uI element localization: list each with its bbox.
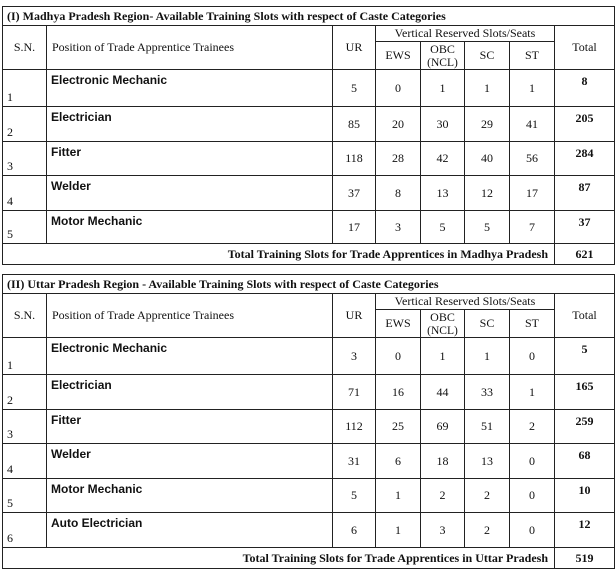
up-col-obc-label: OBC [430, 310, 455, 324]
summary-row [3, 244, 615, 265]
up-col-sc: SC [465, 310, 510, 338]
st-cell: 17 [510, 176, 555, 211]
sc-cell: 51 [465, 410, 510, 444]
sn-cell [3, 142, 47, 176]
obc-cell: 1 [421, 338, 465, 375]
serial-number: 4 [7, 462, 13, 476]
ur-cell: 118 [333, 142, 376, 176]
st-cell: 56 [510, 142, 555, 176]
sn-cell [3, 444, 47, 479]
st-cell: 7 [510, 211, 555, 244]
up-col-obc-sub: (NCL) [427, 325, 458, 337]
total-cell: 284 [555, 142, 615, 176]
trade-cell: Auto Electrician [47, 513, 333, 548]
sn-cell [3, 70, 47, 107]
mp-col-total: Total [555, 26, 615, 70]
obc-cell: 42 [421, 142, 465, 176]
ews-cell: 6 [376, 444, 421, 479]
up-col-st: ST [510, 310, 555, 338]
sn-cell [3, 176, 47, 211]
mp-col-sc: SC [465, 42, 510, 70]
mp-col-ews: EWS [376, 42, 421, 70]
obc-cell: 69 [421, 410, 465, 444]
ews-cell: 0 [376, 70, 421, 107]
serial-number: 2 [7, 393, 13, 407]
serial-number: 4 [7, 194, 13, 208]
total-cell: 8 [555, 70, 615, 107]
mp-col-ur: UR [333, 26, 376, 70]
mp-col-sn: S.N. [3, 26, 47, 70]
table-row [3, 211, 615, 244]
mp-col-obc-sub: (NCL) [427, 57, 458, 69]
trade-cell: Electronic Mechanic [47, 70, 333, 107]
st-cell: 1 [510, 375, 555, 410]
trade-cell: Welder [47, 444, 333, 479]
trade-cell: Motor Mechanic [47, 211, 333, 244]
mp-col-st: ST [510, 42, 555, 70]
total-cell: 68 [555, 444, 615, 479]
ews-cell: 8 [376, 176, 421, 211]
sc-cell: 2 [465, 513, 510, 548]
obc-cell: 30 [421, 107, 465, 142]
sn-cell [3, 375, 47, 410]
table-row [3, 142, 615, 176]
up-col-sn: S.N. [3, 294, 47, 338]
sn-cell [3, 410, 47, 444]
ur-cell: 31 [333, 444, 376, 479]
ews-cell: 3 [376, 211, 421, 244]
sc-cell: 1 [465, 70, 510, 107]
ur-cell: 5 [333, 70, 376, 107]
ur-cell: 37 [333, 176, 376, 211]
table-row [3, 444, 615, 479]
serial-number: 5 [7, 496, 13, 510]
obc-cell: 2 [421, 479, 465, 513]
sc-cell: 29 [465, 107, 510, 142]
up-col-ur: UR [333, 294, 376, 338]
serial-number: 3 [7, 159, 13, 173]
mp-section-title: (I) Madhya Pradesh Region- Available Training Slots with respect of Caste Categories [3, 7, 615, 26]
serial-number: 6 [7, 531, 13, 545]
sc-cell: 1 [465, 338, 510, 375]
st-cell: 41 [510, 107, 555, 142]
total-cell: 5 [555, 338, 615, 375]
total-cell: 37 [555, 211, 615, 244]
total-cell: 12 [555, 513, 615, 548]
summary-label: Total Training Slots for Trade Apprentices in Uttar Pradesh [3, 548, 555, 569]
obc-cell: 44 [421, 375, 465, 410]
up-col-ews: EWS [376, 310, 421, 338]
st-cell: 2 [510, 410, 555, 444]
sc-cell: 13 [465, 444, 510, 479]
st-cell: 0 [510, 479, 555, 513]
table-row [3, 513, 615, 548]
serial-number: 5 [7, 227, 13, 241]
serial-number: 1 [7, 358, 13, 372]
summary-value: 621 [555, 244, 615, 265]
up-section-title: (II) Uttar Pradesh Region - Available Training Slots with respect of Caste Categories [3, 275, 615, 294]
ews-cell: 28 [376, 142, 421, 176]
ur-cell: 85 [333, 107, 376, 142]
ur-cell: 17 [333, 211, 376, 244]
obc-cell: 5 [421, 211, 465, 244]
table-row [3, 410, 615, 444]
trade-cell: Welder [47, 176, 333, 211]
ews-cell: 25 [376, 410, 421, 444]
obc-cell: 3 [421, 513, 465, 548]
obc-cell: 13 [421, 176, 465, 211]
sc-cell: 33 [465, 375, 510, 410]
mp-col-obc-label: OBC [430, 42, 455, 56]
sn-cell [3, 107, 47, 142]
mp-col-obc [421, 42, 465, 70]
mp-vertical-header: Vertical Reserved Slots/Seats [376, 26, 555, 42]
trade-cell: Electrician [47, 107, 333, 142]
mp-col-position: Position of Trade Apprentice Trainees [47, 26, 333, 70]
trade-cell: Motor Mechanic [47, 479, 333, 513]
up-col-total: Total [555, 294, 615, 338]
sn-cell [3, 513, 47, 548]
total-cell: 10 [555, 479, 615, 513]
serial-number: 3 [7, 427, 13, 441]
total-cell: 165 [555, 375, 615, 410]
table-row [3, 70, 615, 107]
up-slots-table [2, 274, 615, 569]
trade-cell: Fitter [47, 142, 333, 176]
sn-cell [3, 211, 47, 244]
table-row [3, 107, 615, 142]
ur-cell: 5 [333, 479, 376, 513]
up-col-position: Position of Trade Apprentice Trainees [47, 294, 333, 338]
ur-cell: 71 [333, 375, 376, 410]
table-row [3, 479, 615, 513]
serial-number: 1 [7, 90, 13, 104]
ews-cell: 1 [376, 513, 421, 548]
sc-cell: 12 [465, 176, 510, 211]
sn-cell [3, 479, 47, 513]
total-cell: 205 [555, 107, 615, 142]
serial-number: 2 [7, 125, 13, 139]
ews-cell: 20 [376, 107, 421, 142]
ews-cell: 0 [376, 338, 421, 375]
summary-row [3, 548, 615, 569]
st-cell: 0 [510, 513, 555, 548]
ur-cell: 112 [333, 410, 376, 444]
trade-cell: Electronic Mechanic [47, 338, 333, 375]
obc-cell: 18 [421, 444, 465, 479]
up-vertical-header: Vertical Reserved Slots/Seats [376, 294, 555, 310]
sc-cell: 40 [465, 142, 510, 176]
ews-cell: 16 [376, 375, 421, 410]
sn-cell [3, 338, 47, 375]
st-cell: 0 [510, 444, 555, 479]
total-cell: 87 [555, 176, 615, 211]
ur-cell: 3 [333, 338, 376, 375]
mp-slots-table [2, 6, 615, 265]
ews-cell: 1 [376, 479, 421, 513]
table-row [3, 338, 615, 375]
table-row [3, 176, 615, 211]
sc-cell: 5 [465, 211, 510, 244]
obc-cell: 1 [421, 70, 465, 107]
table-row [3, 375, 615, 410]
sc-cell: 2 [465, 479, 510, 513]
total-cell: 259 [555, 410, 615, 444]
up-col-obc [421, 310, 465, 338]
st-cell: 1 [510, 70, 555, 107]
summary-value: 519 [555, 548, 615, 569]
summary-label: Total Training Slots for Trade Apprentices in Madhya Pradesh [3, 244, 555, 265]
trade-cell: Fitter [47, 410, 333, 444]
ur-cell: 6 [333, 513, 376, 548]
trade-cell: Electrician [47, 375, 333, 410]
st-cell: 0 [510, 338, 555, 375]
